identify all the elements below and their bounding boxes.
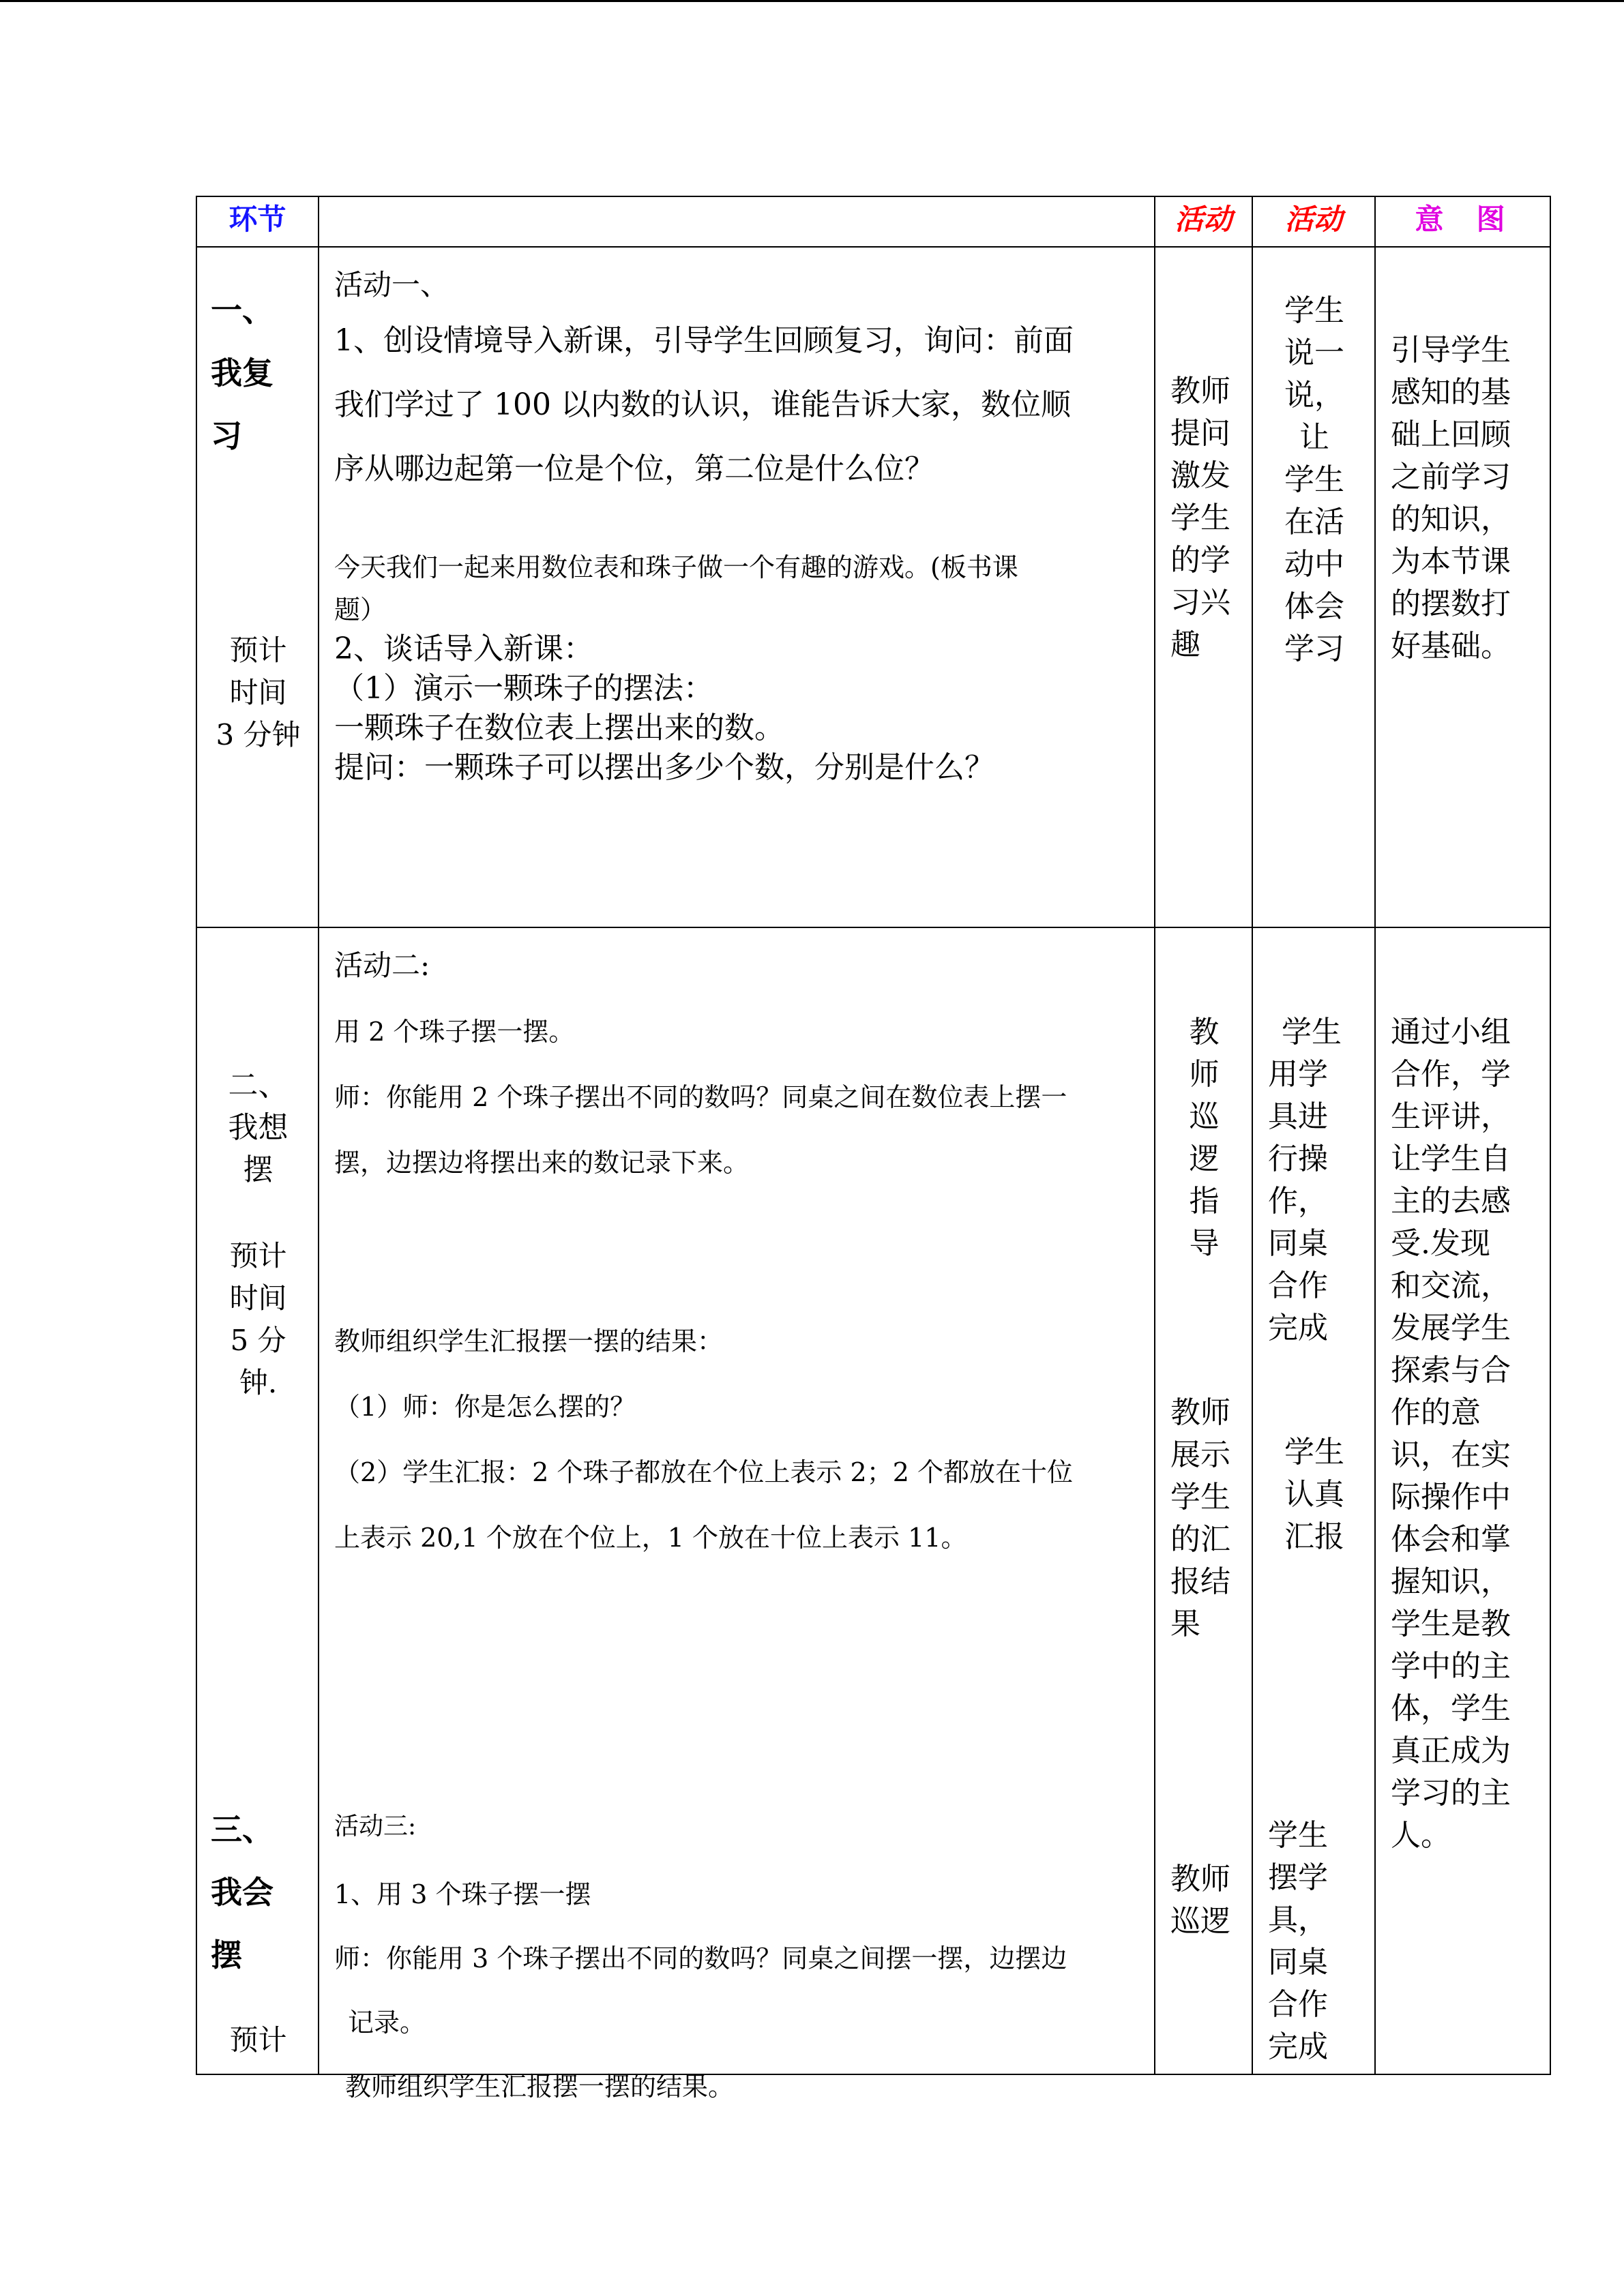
section-1-content-cell bbox=[319, 247, 1155, 927]
section-2-teacher-activity-b: 教师 展示 学生 的汇 报结 果 bbox=[1170, 1395, 1230, 1641]
section-2-3-content-cell bbox=[319, 927, 1155, 2102]
activity-1-paragraph-3: 2、谈话导入新课： （1）演示一颗珠子的摆法： 一颗珠子在数位表上摆出来的数。 提问：一颗珠子可以摆出多少个数，分别是什么？ bbox=[334, 631, 994, 785]
header-content bbox=[319, 196, 1155, 247]
section-1-time: 预计 时间 3 分钟 bbox=[216, 633, 301, 751]
header-student-activity: 活动 bbox=[1252, 196, 1375, 247]
activity-1-title: 活动一、 bbox=[334, 268, 449, 301]
section-1-stage-title: 一、 我复 习 bbox=[211, 292, 274, 454]
section-1-intent: 引导学生 感知的基 础上回顾 之前学习 的知识， 为本节课 的摆数打 好基础。 bbox=[1391, 333, 1511, 664]
section-2-3-intent-cell bbox=[1375, 927, 1550, 2074]
section-2-time: 预计 时间 5 分 钟. bbox=[229, 1239, 287, 1399]
header-teacher-activity: 活动 bbox=[1155, 196, 1252, 247]
activity-1-paragraph-2: 今天我们一起来用数位表和珠子做一个有趣的游戏。(板书课 题） bbox=[334, 552, 1018, 625]
section-2-3-row bbox=[196, 927, 1550, 2074]
section-1-row bbox=[196, 247, 1550, 927]
section-2-3-stage-cell bbox=[196, 927, 319, 2074]
section-1-stage-cell bbox=[196, 247, 319, 927]
section-2-stage-title: 二、 我想 摆 bbox=[228, 1068, 289, 1187]
section-3-time: 预计 bbox=[229, 2023, 287, 2057]
section-2-intent: 通过小组 合作，学 生评讲， 让学生自 主的去感 受.发现 和交流， 发展学生 探索与合 作的意 识，在实 际操作中 体会和掌 握知识， 学生是教 学中的主 体，学生 真正成为 学习的主 人。 bbox=[1391, 1015, 1511, 1853]
activity-2-paragraph-2: 教师组织学生汇报摆一摆的结果： （1）师：你是怎么摆的？ （2）学生汇报：2 个珠子都放在个位上表示 2；2 个都放在十位 上表示 20,1 个放在个位上，1 个放在十位上表示 11。 bbox=[334, 1326, 1073, 1553]
lesson-plan-table bbox=[196, 196, 1551, 2102]
section-3-student-activity: 学生 摆学 具， 同桌 合作 完成 bbox=[1268, 1818, 1328, 2064]
section-3-stage-title: 三、 我会 摆 bbox=[211, 1811, 274, 1973]
activity-2-title: 活动二: bbox=[334, 949, 430, 982]
section-2-3-teacher-cell bbox=[1155, 927, 1252, 2074]
activity-3-paragraph-1: 1、用 3 个珠子摆一摆 师：你能用 3 个珠子摆出不同的数吗？同桌之间摆一摆，边摆边 记录。 教师组织学生汇报摆一摆的结果。 bbox=[334, 1879, 1067, 2102]
header-intent: 意图 bbox=[1375, 196, 1550, 247]
section-1-student-activity: 学生 说一 说， 让 学生 在活 动中 体会 学习 bbox=[1284, 293, 1344, 666]
section-2-3-student-cell bbox=[1252, 927, 1375, 2074]
page-top-rule bbox=[0, 0, 1624, 2]
section-1-teacher-cell bbox=[1155, 247, 1252, 927]
section-3-teacher-activity: 教师 巡逻 bbox=[1170, 1862, 1230, 1939]
activity-1-paragraph-1: 1、创设情境导入新课，引导学生回顾复习，询问：前面 我们学过了 100 以内数的认识，谁能告诉大家，数位顺 序从哪边起第一位是个位，第二位是什么位？ bbox=[334, 323, 1074, 486]
section-1-teacher-activity: 教师 提问 激发 学生 的学 习兴 趣 bbox=[1170, 374, 1230, 662]
section-1-intent-cell bbox=[1375, 247, 1550, 927]
table-header-row bbox=[196, 196, 1550, 247]
section-2-student-activity-b: 学生 认真 汇报 bbox=[1284, 1435, 1344, 1554]
activity-3-title: 活动三: bbox=[334, 1813, 417, 1840]
section-2-teacher-activity-a: 教 师 巡 逻 指 导 bbox=[1189, 1015, 1220, 1261]
header-stage: 环节 bbox=[196, 196, 319, 247]
activity-2-paragraph-1: 用 2 个珠子摆一摆。 师：你能用 2 个珠子摆出不同的数吗？同桌之间在数位表上摆一 摆，边摆边将摆出来的数记录下来。 bbox=[334, 1017, 1067, 1178]
section-2-student-activity-a: 学生 用学 具进 行操 作， 同桌 合作 完成 bbox=[1268, 1015, 1342, 1345]
section-1-student-cell bbox=[1252, 247, 1375, 927]
